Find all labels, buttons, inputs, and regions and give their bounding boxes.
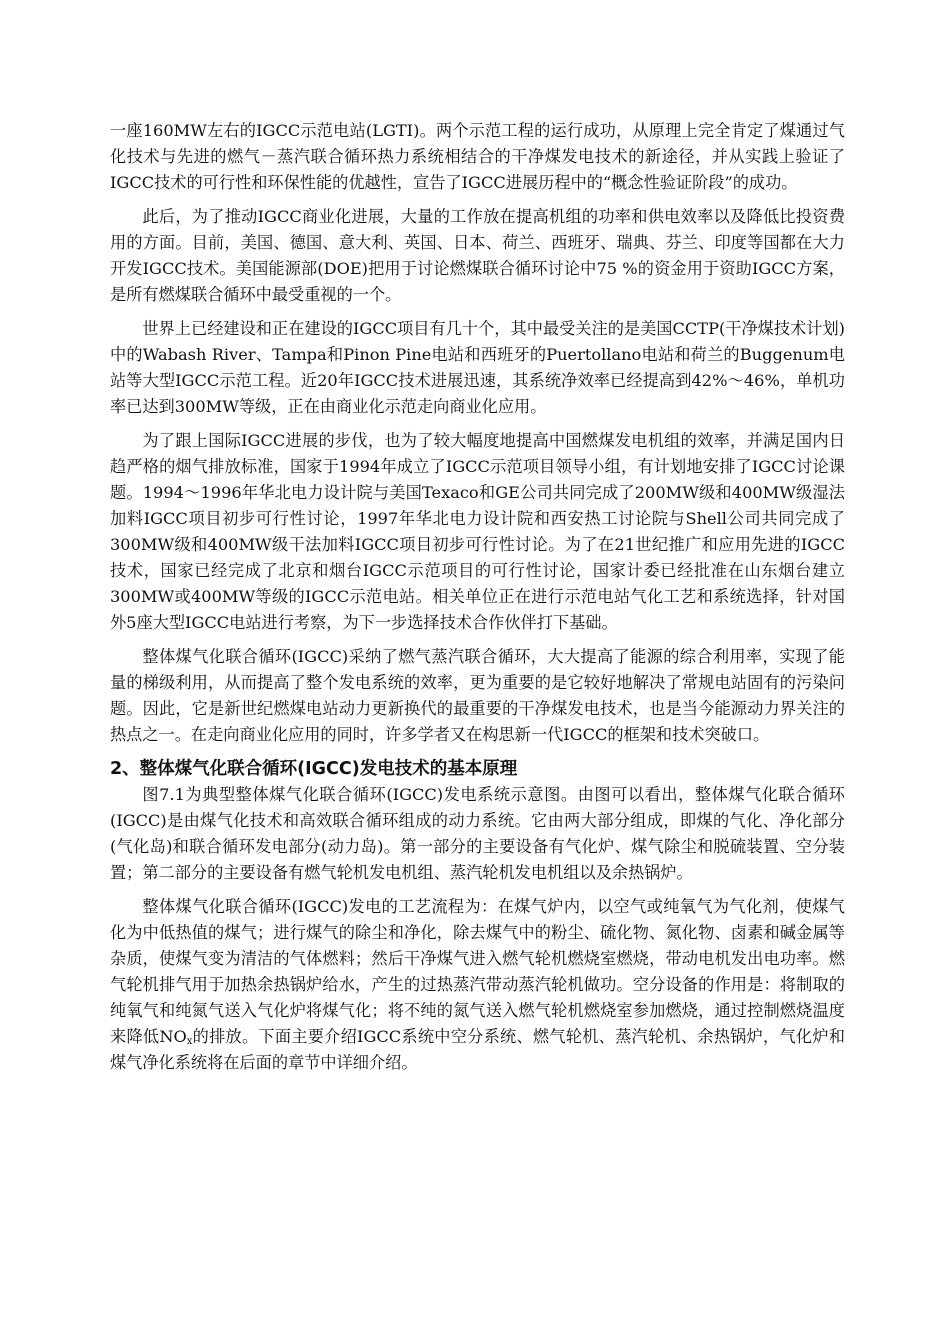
- paragraph-7-part-2: 的排放。下面主要介绍IGCC系统中空分系统、燃气轮机、蒸汽轮机、余热锅炉，气化炉和煤气净化系统将在后面的章节中详细介绍。: [110, 1027, 845, 1072]
- paragraph-1: 一座160MW左右的IGCC示范电站(LGTI)。两个示范工程的运行成功，从原理上完全肯定了煤通过气化技术与先进的燃气－蒸汽联合循环热力系统相结合的干净煤发电技术的新途径，并从实践上验证了IGCC技术的可行性和环保性能的优越性，宣告了IGCC进展历程中的“概念性验证阶段”的成功。: [110, 121, 845, 192]
- paragraph-4: 为了跟上国际IGCC进展的步伐，也为了较大幅度地提高中国燃煤发电机组的效率，并满足国内日趋严格的烟气排放标准，国家于1994年成立了IGCC示范项目领导小组，有计划地安排了IGCC讨论课题。1994～1996年华北电力设计院与美国Texaco和GE公司共同完成了200MW级和400MW级湿法加料IGCC项目初步可行性讨论，1997年华北电力设计院和西安热工讨论院与Shell公司共同完成了300MW级和400MW级干法加料IGCC项目初步可行性讨论。为了在21世纪推广和应用先进的IGCC技术，国家已经完成了北京和烟台IGCC示范项目的可行性讨论，国家计委已经批准在山东烟台建立300MW或400MW等级的IGCC示范电站。相关单位正在进行示范电站气化工艺和系统选择，针对国外5座大型IGCC电站进行考察，为下一步选择技术合作伙伴打下基础。: [110, 431, 845, 632]
- paragraph-5: 整体煤气化联合循环(IGCC)采纳了燃气蒸汽联合循环，大大提高了能源的综合利用率，实现了能量的梯级利用，从而提高了整个发电系统的效率，更为重要的是它较好地解决了常规电站固有的污染问题。因此，它是新世纪燃煤电站动力更新换代的最重要的干净煤发电技术，也是当今能源动力界关注的热点之一。在走向商业化应用的同时，许多学者又在构思新一代IGCC的框架和技术突破口。: [110, 647, 845, 744]
- section-heading: 2、整体煤气化联合循环(IGCC)发电技术的基本原理: [110, 759, 518, 779]
- document-page: [110, 118, 845, 1084]
- paragraph-2: 此后，为了推动IGCC商业化进展，大量的工作放在提高机组的功率和供电效率以及降低比投资费用的方面。目前，美国、德国、意大利、英国、日本、荷兰、西班牙、瑞典、芬兰、印度等国都在大力开发IGCC技术。美国能源部(DOE)把用于讨论燃煤联合循环讨论中75 %的资金用于资助IGCC方案，是所有燃煤联合循环中最受重视的一个。: [110, 207, 845, 304]
- paragraph-7-part-1: 整体煤气化联合循环(IGCC)发电的工艺流程为：在煤气炉内，以空气或纯氧气为气化剂，使煤气化为中低热值的煤气；进行煤气的除尘和净化，除去煤气中的粉尘、硫化物、氮化物、卤素和碱金属等杂质，使煤气变为清洁的气体燃料；然后干净煤气进入燃气轮机燃烧室燃烧，带动电机发出电功率。燃气轮机排气用于加热余热锅炉给水，产生的过热蒸汽带动蒸汽轮机做功。空分设备的作用是：将制取的纯氧气和纯氮气送入气化炉将煤气化；将不纯的氮气送入燃气轮机燃烧室参加燃烧，通过控制燃烧温度来降低NO: [110, 897, 845, 1046]
- nox-subscript: x: [186, 1036, 193, 1047]
- paragraph-7: [110, 894, 845, 1076]
- paragraph-6: 图7.1为典型整体煤气化联合循环(IGCC)发电系统示意图。由图可以看出，整体煤气化联合循环(IGCC)是由煤气化技术和高效联合循环组成的动力系统。它由两大部分组成，即煤的气化、净化部分(气化岛)和联合循环发电部分(动力岛)。第一部分的主要设备有气化炉、煤气除尘和脱硫装置、空分装置；第二部分的主要设备有燃气轮机发电机组、蒸汽轮机发电机组以及余热锅炉。: [110, 785, 845, 882]
- paragraph-3: 世界上已经建设和正在建设的IGCC项目有几十个，其中最受关注的是美国CCTP(干净煤技术计划)中的Wabash River、Tampa和Pinon Pine电站和西班牙的Puertollano电站和荷兰的Buggenum电站等大型IGCC示范工程。近20年IGCC技术进展迅速，其系统净效率已经提高到42%～46%，单机功率已达到300MW等级，正在由商业化示范走向商业化应用。: [110, 319, 845, 416]
